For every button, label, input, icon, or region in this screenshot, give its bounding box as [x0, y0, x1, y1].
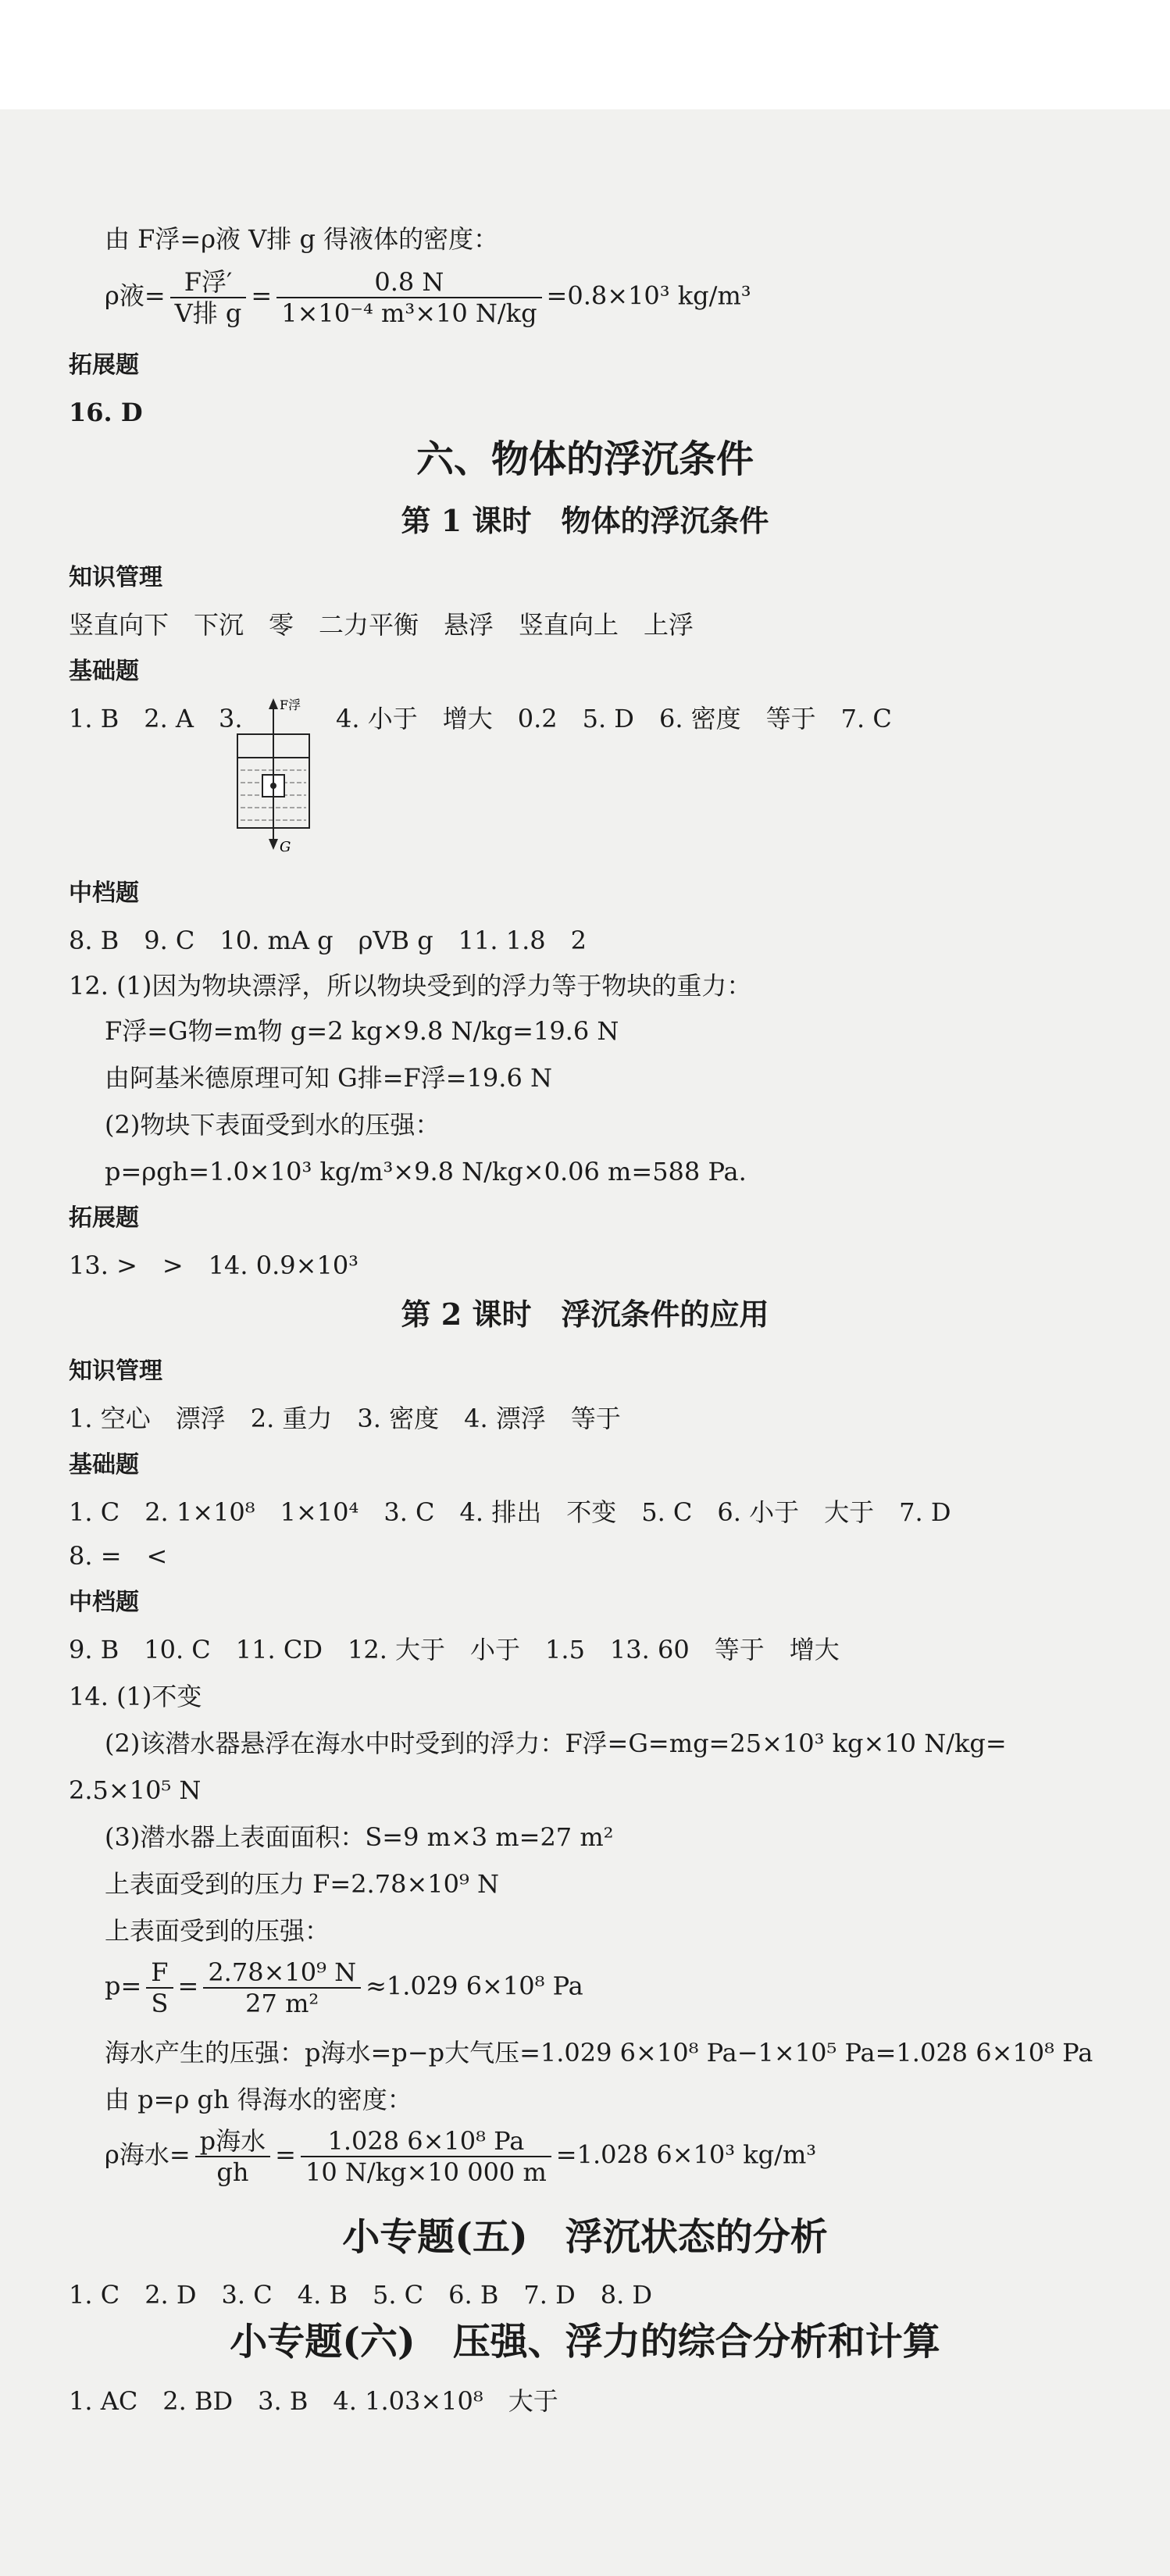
- section-heading: 基础题: [69, 658, 139, 685]
- q14-line: 由 p=ρ gh 得海水的密度：: [105, 2085, 412, 2114]
- q14-line: 上表面受到的压力 F=2.78×10⁹ N: [105, 1869, 499, 1899]
- section-heading: 基础题: [69, 1451, 139, 1479]
- q14-line: 上表面受到的压强：: [105, 1916, 330, 1946]
- fraction: $\frac{\text{2.78×10⁹ N}}{\text{27 m²}}$: [203, 1957, 361, 2018]
- basic-answers-part1: 1. B 2. A 3.: [69, 704, 243, 733]
- special-topic-title: 小专题(六) 压强、浮力的综合分析和计算: [230, 2320, 940, 2364]
- section-heading: 知识管理: [69, 564, 162, 591]
- special-topic-answers: 1. C 2. D 3. C 4. B 5. C 6. B 7. D 8. D: [69, 2280, 653, 2310]
- extension-answers: 13. > > 14. 0.9×10³: [69, 1251, 359, 1280]
- lesson-title: 第 1 课时 物体的浮沉条件: [401, 503, 769, 538]
- q14-line: (3)潜水器上表面面积：S=9 m×3 m=27 m²: [105, 1822, 614, 1852]
- q14-line: 2.5×10⁵ N: [69, 1775, 202, 1805]
- knowledge-answers: 竖直向下 下沉 零 二力平衡 悬浮 竖直向上 上浮: [69, 610, 694, 640]
- chapter-title: 六、物体的浮沉条件: [416, 437, 754, 481]
- fraction: $\frac{\text{1.028 6×10⁸ Pa}}{10 N/kg\times 10 000 m}$: [301, 2126, 551, 2187]
- fraction: $\frac{\text{p海水}}{gh}$: [195, 2126, 271, 2187]
- equation-liquid-density: ρ液= $\frac{\text{F浮′}}{\text{V排 g}}$ = $\frac{0.8 N}{\text{1×10⁻⁴ m³×10 N/kg}}$ =0.8×10³ kg/m³: [105, 267, 751, 328]
- special-topic-title: 小专题(五) 浮沉状态的分析: [342, 2215, 828, 2259]
- section-heading: 拓展题: [69, 1204, 139, 1232]
- fraction: $\frac{\text{F浮′}}{\text{V排 g}}$: [170, 267, 247, 328]
- answer-16: 16. D: [69, 398, 143, 427]
- line-density-intro: 由 F浮=ρ液 V排 g 得液体的密度：: [105, 224, 499, 254]
- basic-answers: 8. = <: [69, 1541, 168, 1571]
- q12-line: p=ρgh=1.0×10³ kg/m³×9.8 N/kg×0.06 m=588 Pa.: [105, 1157, 747, 1186]
- section-heading: 知识管理: [69, 1358, 162, 1385]
- equation-pressure: p= $\frac{F}{S}$ = $\frac{\text{2.78×10⁹ N}}{\text{27 m²}}$ ≈1.029 6×10⁸ Pa: [105, 1957, 583, 2018]
- q14-line: (2)该潜水器悬浮在海水中时受到的浮力：F浮=G=mg=25×10³ kg×10 N/kg=: [105, 1729, 1007, 1758]
- q14-line: 海水产生的压强：p海水=p−p大气压=1.029 6×10⁸ Pa−1×10⁵ Pa=1.028 6×10⁸ Pa: [105, 2038, 1093, 2068]
- section-heading: 中档题: [69, 879, 139, 907]
- q12-line: 12. (1)因为物块漂浮，所以物块受到的浮力等于物块的重力：: [69, 971, 752, 1001]
- fraction: $\frac{0.8 N}{\text{1×10⁻⁴ m³×10 N/kg}}$: [276, 267, 541, 328]
- equation-seawater-density: ρ海水= $\frac{\text{p海水}}{gh}$ = $\frac{\text{1.028 6×10⁸ Pa}}{10 N/kg\times 10 000 m}$ =1.028 6×10³ kg/m³: [105, 2126, 817, 2187]
- gravity-force-label: G: [280, 839, 291, 855]
- special-topic-answers: 1. AC 2. BD 3. B 4. 1.03×10⁸ 大于: [69, 2386, 558, 2416]
- q12-line: F浮=G物=m物 g=2 kg×9.8 N/kg=19.6 N: [105, 1016, 619, 1046]
- basic-answers-part2: 4. 小于 增大 0.2 5. D 6. 密度 等于 7. C: [336, 704, 892, 733]
- intermediate-answers: 8. B 9. C 10. mA g ρVB g 11. 1.8 2: [69, 926, 587, 955]
- q12-line: 由阿基米德原理可知 G排=F浮=19.6 N: [105, 1063, 552, 1093]
- buoyancy-force-label: F浮: [280, 698, 301, 712]
- lesson-title: 第 2 课时 浮沉条件的应用: [401, 1297, 769, 1332]
- top-margin: [0, 0, 1170, 109]
- intermediate-answers: 9. B 10. C 11. CD 12. 大于 小于 1.5 13. 60 等于 增大: [69, 1635, 840, 1664]
- q12-line: (2)物块下表面受到水的压强：: [105, 1110, 441, 1140]
- basic-answers: 1. C 2. 1×10⁸ 1×10⁴ 3. C 4. 排出 不变 5. C 6. 小于 大于 7. D: [69, 1497, 951, 1527]
- force-diagram-figure: [227, 694, 328, 858]
- section-heading: 中档题: [69, 1589, 139, 1616]
- knowledge-answers: 1. 空心 漂浮 2. 重力 3. 密度 4. 漂浮 等于: [69, 1404, 621, 1433]
- section-heading: 拓展题: [69, 351, 139, 379]
- fraction: $\frac{F}{S}$: [146, 1957, 173, 2018]
- q14-line: 14. (1)不变: [69, 1682, 202, 1711]
